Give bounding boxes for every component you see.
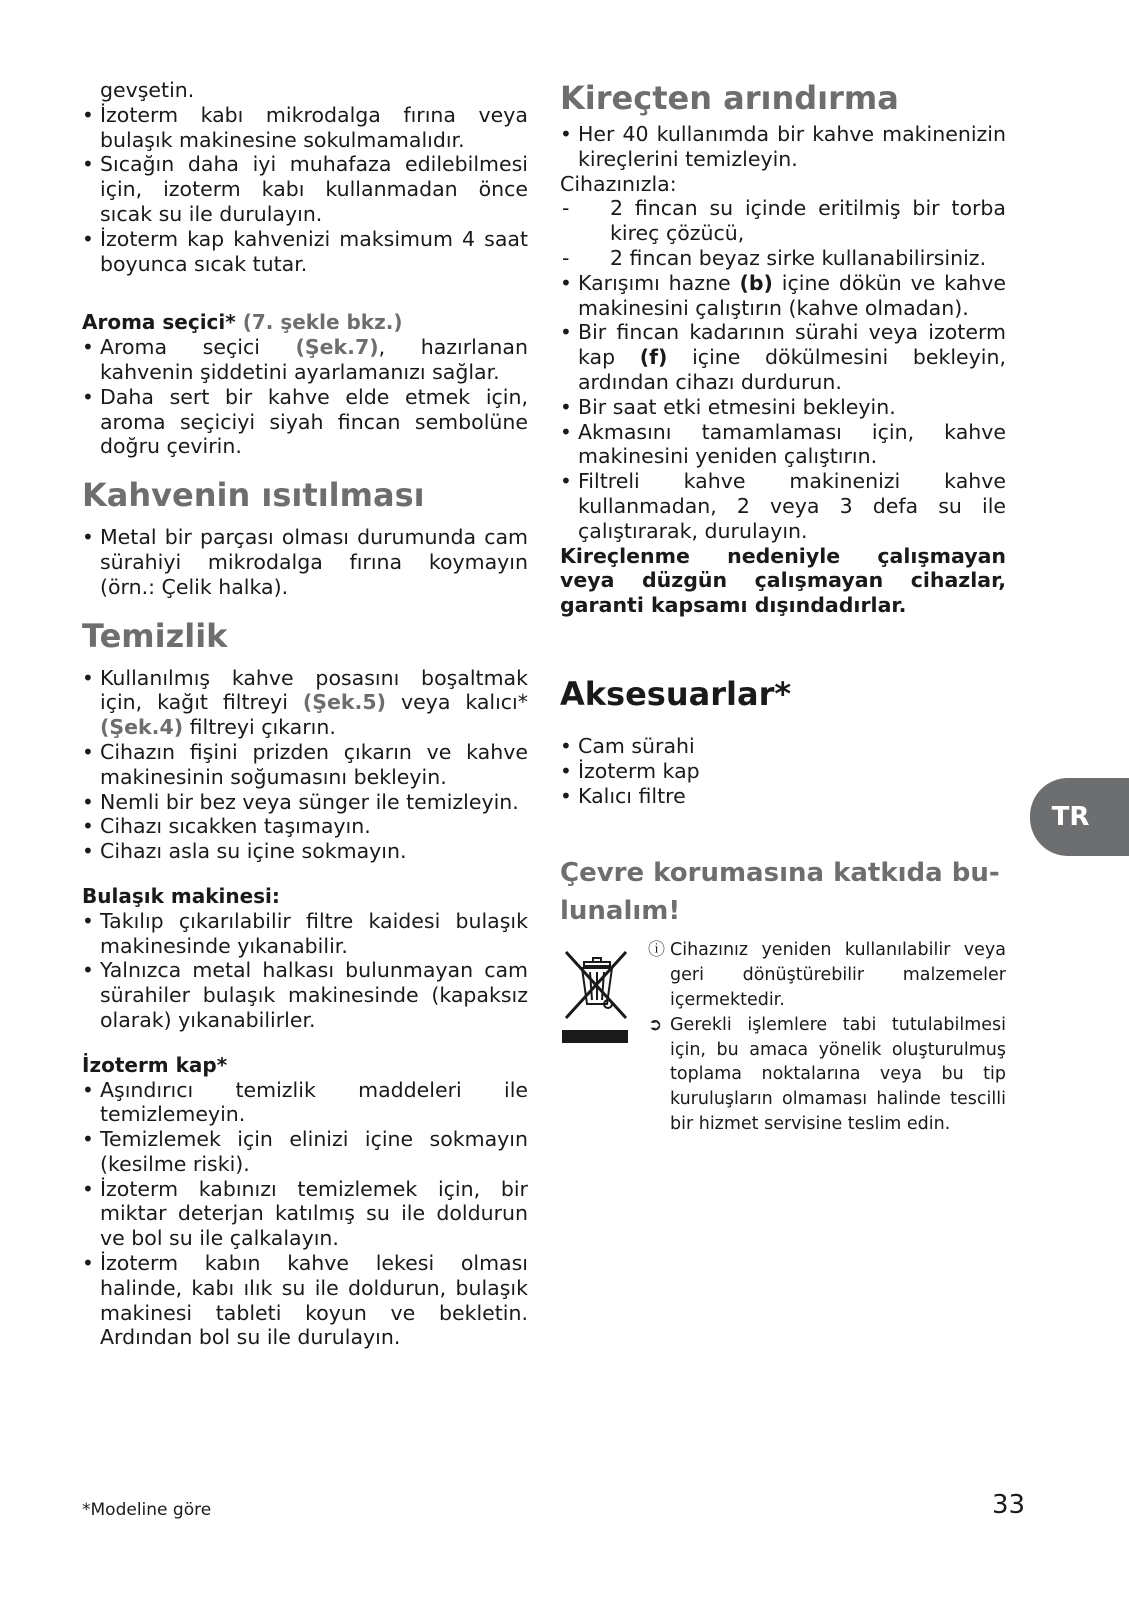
step-rest: içine dökülmesini bekleyin, ardından cihazı durdurun. [578, 345, 1006, 394]
crossed-bin-icon [560, 942, 632, 1046]
descale-title: Kireçten arındırma [560, 79, 899, 117]
thermos-heading: İzoterm kap* [82, 1052, 228, 1077]
list-item: • Metal bir parçası olması durumunda cam sürahiyi mikrodalga fırına koymayın (örn.: Çelik halka). [82, 525, 528, 599]
accessories-list [560, 734, 1006, 808]
list-item: • Cihazın fişini prizden çıkarın ve kahve makinesinin soğumasını bekleyin. [82, 740, 528, 790]
aroma-figure-ref: (7. şekle bkz.) [242, 310, 403, 335]
environment-block [560, 938, 1006, 1148]
descale-steps-list [560, 271, 1006, 544]
info-icon: ⓘ [648, 940, 665, 961]
heating-title: Kahvenin ısıtılması [82, 476, 425, 515]
list-item: • Akmasını tamamlaması için, kahve makinesini yeniden çalıştırın. [560, 420, 1006, 470]
aroma-b1-text: Aroma seçici [100, 335, 260, 360]
list-item: • Takılıp çıkarılabilir filtre kaidesi bulaşık makinesinde yıkanabilir. [82, 909, 528, 959]
dishwasher-bullet-list [82, 909, 528, 1033]
list-item: • Kalıcı filtre [560, 784, 1006, 809]
aroma-b1-rest: , hazırlanan kahvenin şiddetini ayarlamanızı sağlar. [100, 335, 528, 384]
page-number: 33 [992, 1490, 1026, 1520]
descale-dash-list [560, 196, 1006, 270]
language-tab: TR [1030, 778, 1129, 856]
list-item: • İzoterm kap [560, 759, 1006, 784]
environment-title-line1: Çevre korumasına katkıda bu- [560, 858, 1000, 889]
item-text: Cihazınız yeniden kullanılabilir veya geri dönüştürebilir malzemeler içermektedir. [670, 940, 1006, 1010]
list-item [648, 1013, 1006, 1137]
aroma-title: Aroma seçici* [82, 310, 236, 335]
aroma-bullet-list [82, 335, 528, 459]
cleaning-b1-text: Kullanılmış kahve posasını boşaltmak için, kağıt filtreyi [100, 665, 528, 715]
list-item: • Nemli bir bez veya sünger ile temizleyin. [82, 790, 528, 815]
intro-bullet-list [82, 103, 528, 277]
figure-ref: (Şek.7) [295, 335, 379, 360]
heating-bullet-list [82, 525, 528, 599]
environment-title [560, 854, 1006, 930]
list-item: • Yalnızca metal halkası bulunmayan cam sürahiler bulaşık makinesinde (kapaksız olarak) yıkanabilirler. [82, 958, 528, 1032]
step-text: Karışımı hazne [578, 270, 731, 295]
list-item: • İzoterm kabı mikrodalga fırına veya bulaşık makinesine sokulmamalıdır. [82, 103, 528, 153]
arrow-right-icon: ➲ [648, 1014, 663, 1035]
list-item [560, 320, 1006, 394]
aroma-heading [82, 310, 528, 335]
list-item: • Daha sert bir kahve elde etmek için, aroma seçiciyi siyah fincan sembolüne doğru çevirin. [82, 385, 528, 459]
dishwasher-heading: Bulaşık makinesi: [82, 883, 280, 908]
list-item [82, 666, 528, 740]
item-text: Gerekli işlemlere tabi tutulabilmesi için, bu amaca yönelik oluşturulmuş toplama noktalarına veya bu tip kuruluşların olmaması halinde tescilli bir hizmet servisine teslim edin. [670, 1014, 1006, 1134]
list-item [560, 271, 1006, 321]
footnote: *Modeline göre [82, 1500, 212, 1520]
cleaning-b1-mid: veya kalıcı* [400, 690, 528, 715]
cleaning-b1-rest: filtreyi çıkarın. [189, 715, 336, 740]
list-item: • Cam sürahi [560, 734, 1006, 759]
list-item: • Bir saat etki etmesini bekleyin. [560, 395, 1006, 420]
list-item: • Temizlemek için elinizi içine sokmayın (kesilme riski). [82, 1127, 528, 1177]
environment-title-line2: lunalım! [560, 896, 681, 927]
environment-list [648, 938, 1006, 1136]
list-item: • Cihazı sıcakken taşımayın. [82, 814, 528, 839]
list-item: • İzoterm kabınızı temizlemek için, bir miktar deterjan katılmış su ile doldurun ve bol su ile çalkalayın. [82, 1177, 528, 1251]
thermos-bullet-list [82, 1078, 528, 1351]
intro-continuation: gevşetin. [100, 78, 195, 102]
list-item: • Her 40 kullanımda bir kahve makinenizin kireçlerini temizleyin. [560, 122, 1006, 172]
list-item: • Aşındırıcı temizlik maddeleri ile temizlemeyin. [82, 1078, 528, 1128]
figure-ref: (Şek.5) [302, 690, 386, 715]
list-item [82, 335, 528, 385]
descale-bullet-list [560, 122, 1006, 172]
list-item: • Filtreli kahve makinenizi kahve kullanmadan, 2 veya 3 defa su ile çalıştırarak, durulayın. [560, 469, 1006, 543]
list-item: • İzoterm kap kahvenizi maksimum 4 saat boyunca sıcak tutar. [82, 227, 528, 277]
accessories-title: Aksesuarlar* [560, 674, 792, 713]
step-text: Bir fincan kadarının sürahi veya izoterm kap [578, 320, 1006, 370]
part-ref: (b) [739, 270, 773, 295]
right-column [560, 78, 1006, 1148]
warranty-warning: Kireçlenme nedeniyle çalışmayan veya düzgün çalışmayan cihazlar, garanti kapsamı dışındadırlar. [560, 543, 1006, 618]
part-ref: (f) [639, 345, 668, 370]
cleaning-title: Temizlik [82, 616, 228, 655]
list-item: • İzoterm kabın kahve lekesi olması halinde, kabı ılık su ile doldurun, bulaşık makinesi tableti koyun ve bekletin. Ardından bol su ile durulayın. [82, 1251, 528, 1350]
step-rest: içine dökün ve kahve makinesini çalıştırın (kahve olmadan). [578, 270, 1006, 320]
list-item: - 2 fincan su içinde eritilmiş bir torba kireç çözücü, [560, 196, 1006, 246]
figure-ref: (Şek.4) [100, 715, 184, 740]
list-item: - 2 fincan beyaz sirke kullanabilirsiniz. [560, 246, 1006, 271]
list-item: • Sıcağın daha iyi muhafaza edilebilmesi için, izoterm kabı kullanmadan önce sıcak su ile durulayın. [82, 152, 528, 226]
cleaning-bullet-list [82, 666, 528, 864]
list-item: • Cihazı asla su içine sokmayın. [82, 839, 528, 864]
with-device-label: Cihazınızla: [560, 171, 677, 196]
left-column [82, 78, 528, 1350]
list-item [648, 938, 1006, 1012]
